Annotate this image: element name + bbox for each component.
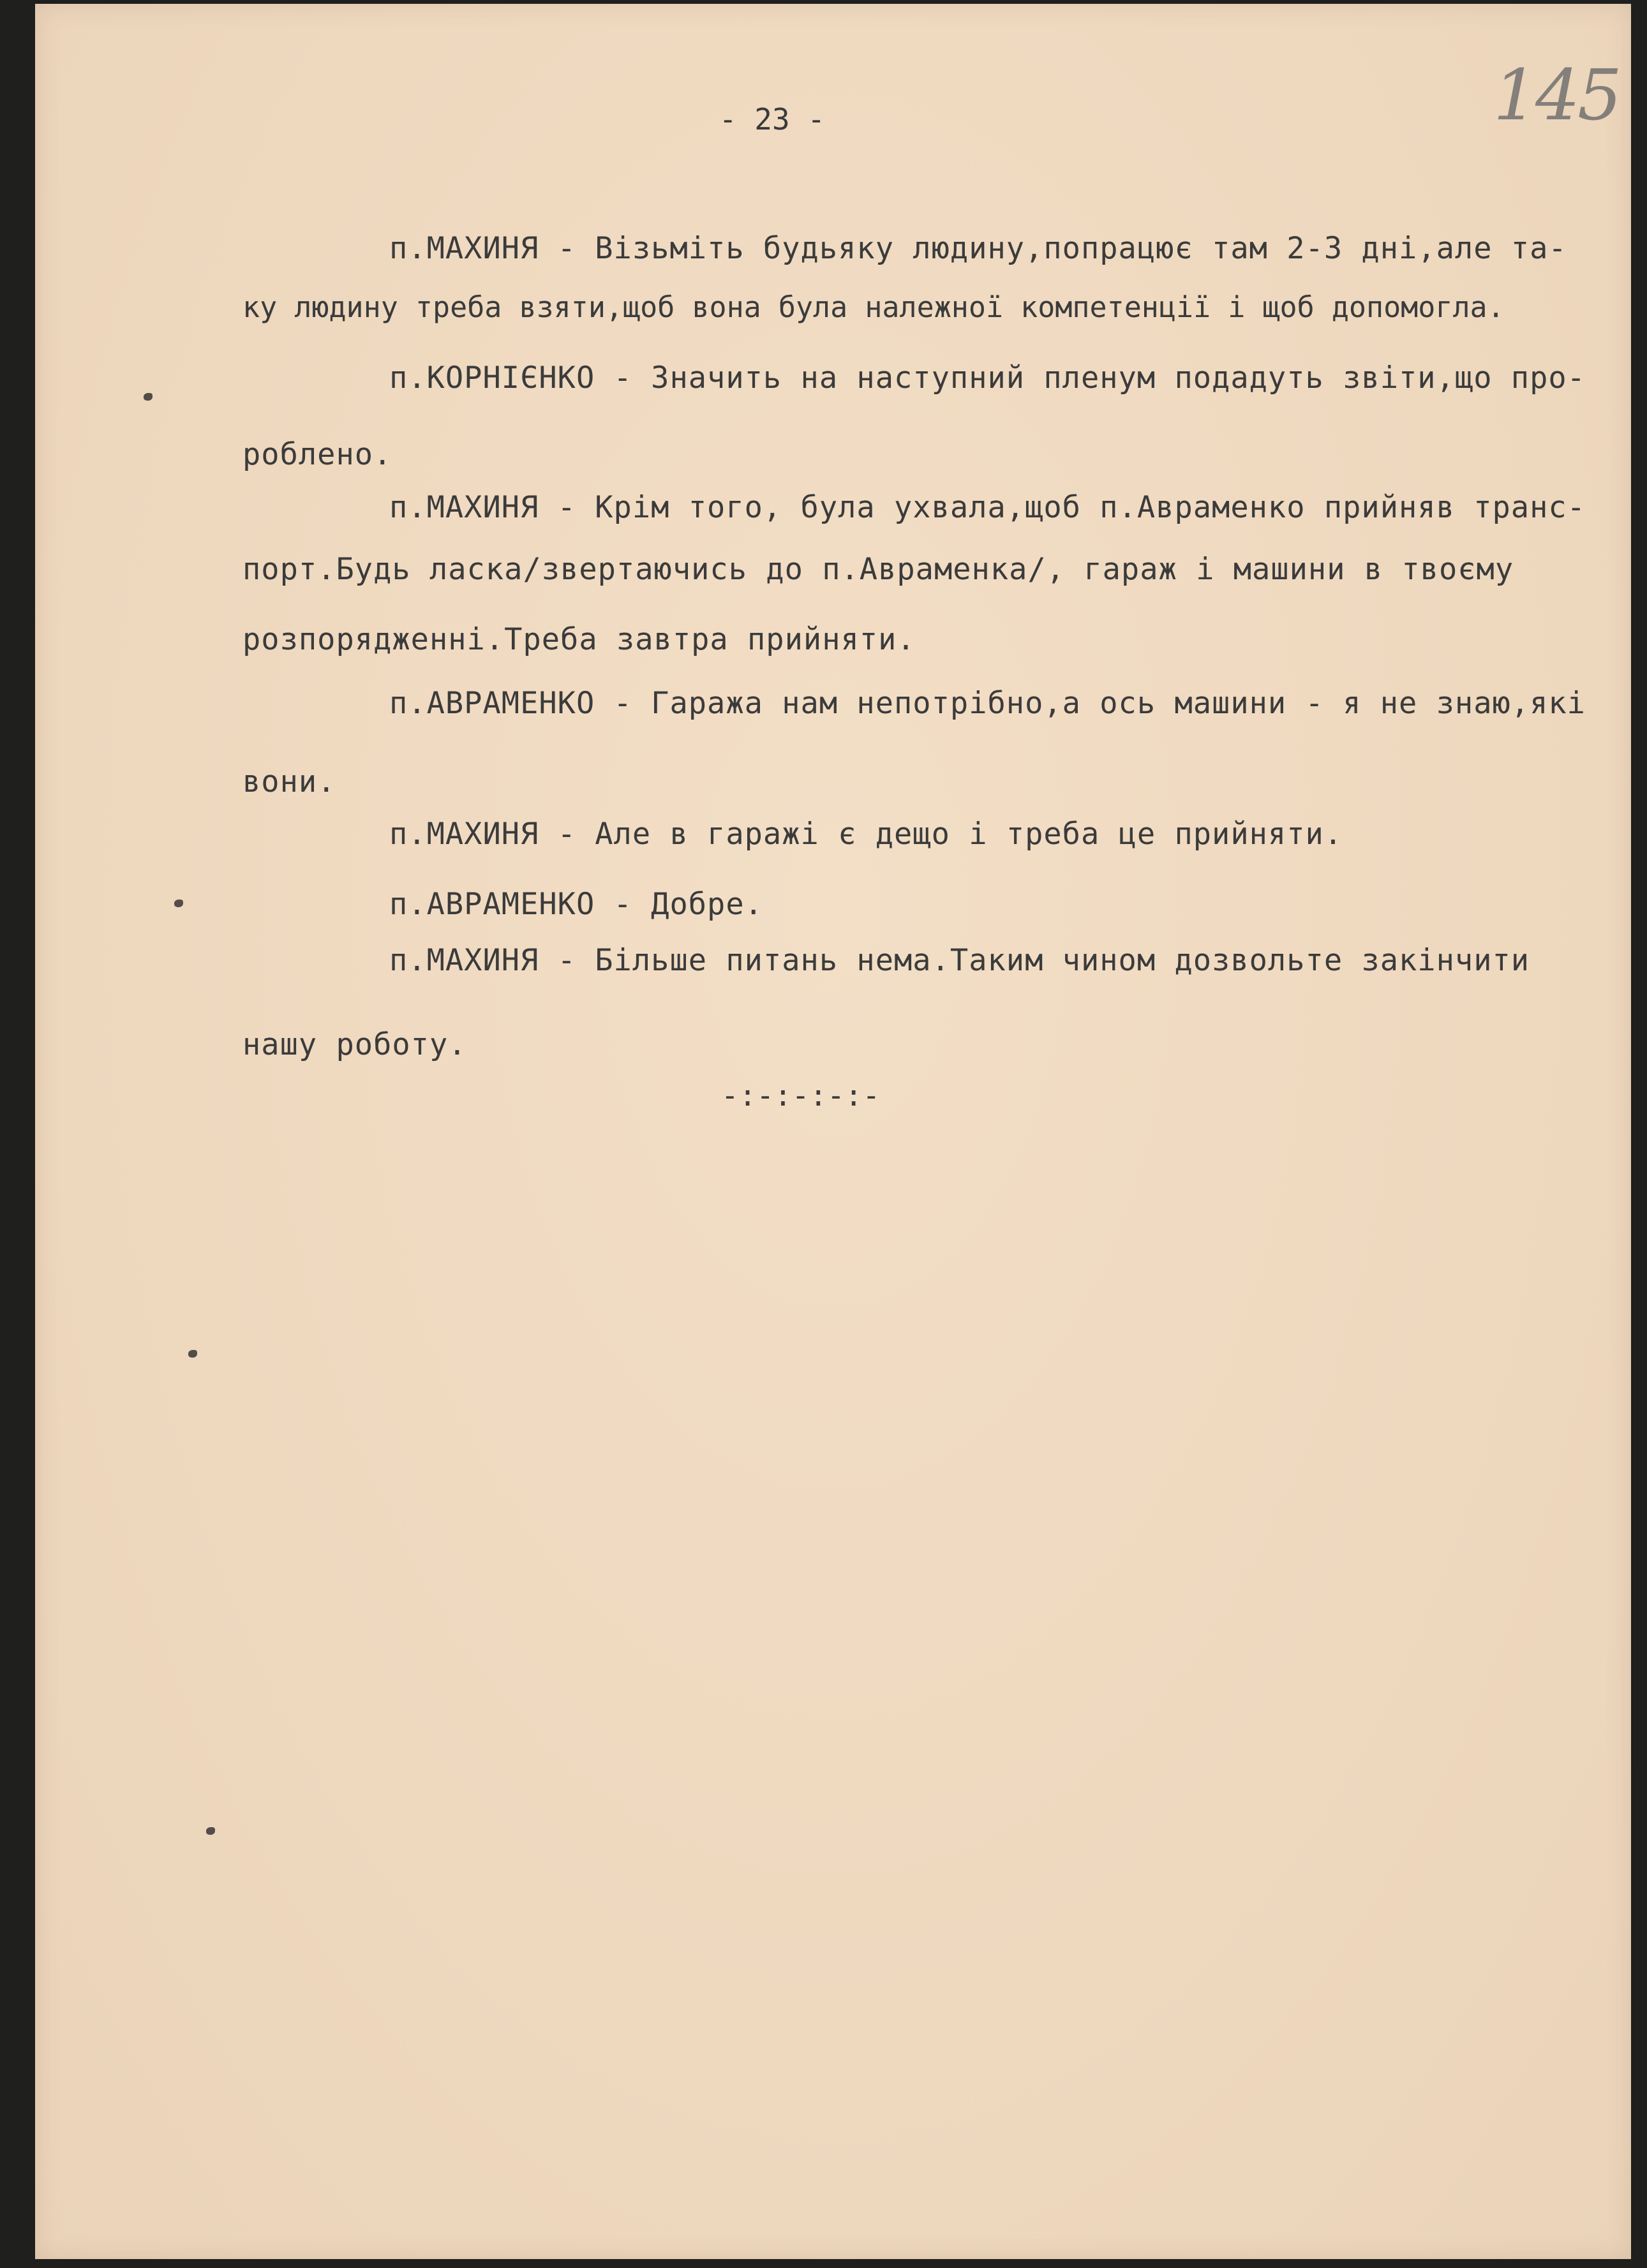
binding-hole-mark: [188, 1350, 197, 1358]
text-line: п.МАХИНЯ - Але в гаражі є дещо і треба це прийняти.: [389, 817, 1343, 852]
text-line: п.АВРАМЕНКО - Гаража нам непотрібно,а ось машини - я не знаю,які: [389, 686, 1586, 721]
binding-hole-mark: [206, 1827, 215, 1835]
section-divider: -:-:-:-:-: [721, 1078, 881, 1113]
text-line: ку людину треба взяти,щоб вона була належної компетенції і щоб допомогла.: [242, 290, 1505, 324]
binding-hole-mark: [144, 393, 153, 401]
page-number: - 23 -: [719, 102, 826, 137]
text-line: п.МАХИНЯ - Більше питань нема.Таким чином дозвольте закінчити: [389, 943, 1530, 978]
text-line: п.МАХИНЯ - Візьміть будьяку людину,попрацює там 2-3 дні,але та-: [389, 231, 1567, 266]
binding-hole-mark: [174, 900, 183, 907]
text-line: вони.: [242, 764, 336, 799]
text-line: п.МАХИНЯ - Крім того, була ухвала,щоб п.Авраменко прийняв транс-: [389, 490, 1586, 525]
text-line: роблено.: [242, 437, 392, 472]
text-line: розпорядженні.Треба завтра прийняти.: [242, 622, 916, 657]
text-line: нашу роботу.: [242, 1027, 467, 1062]
text-line: п.КОРНІЄНКО - Значить на наступний пленум подадуть звіти,що про-: [389, 360, 1586, 396]
text-line: порт.Будь ласка/звертаючись до п.Авраменка/, гараж і машини в твоєму: [242, 552, 1514, 587]
paper-sheet: [35, 4, 1631, 2259]
text-line: п.АВРАМЕНКО - Добре.: [389, 887, 763, 922]
folio-number: 145: [1493, 54, 1620, 136]
